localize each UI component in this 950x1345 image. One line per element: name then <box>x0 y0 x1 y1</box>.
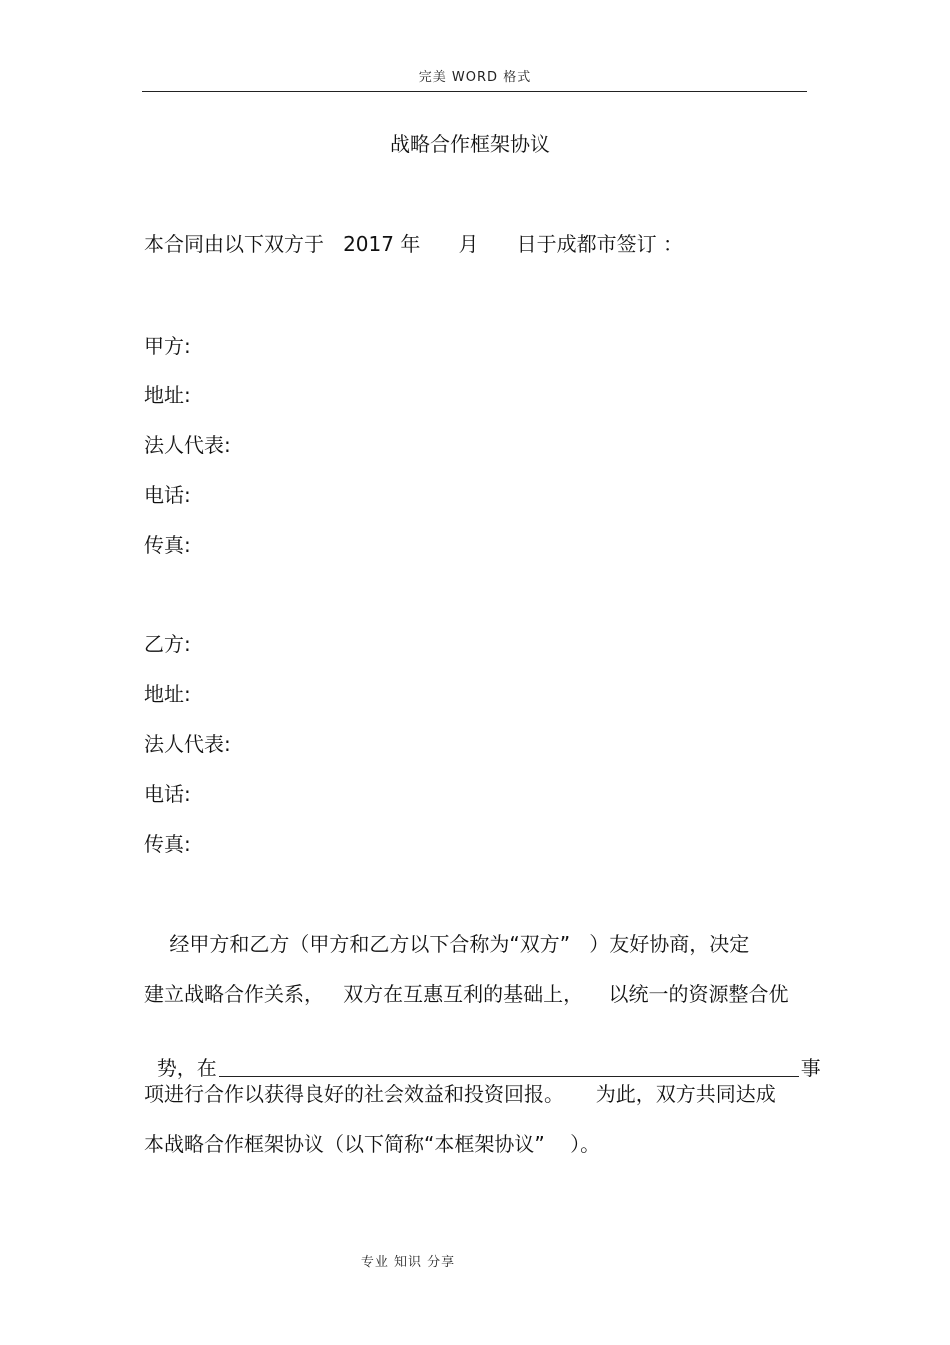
page-footer: 专业 知识 分享 <box>360 1255 456 1270</box>
body-line-5: 本战略合作框架协议（以下简称“本框架协议” ）。 <box>144 1132 601 1156</box>
header-divider <box>142 91 807 92</box>
body-line-3-end: 事 <box>800 1056 821 1080</box>
party-a-legal-rep: 法人代表: <box>144 433 231 457</box>
intro-line: 本合同由以下双方于 2017 年 月 日于成都市签订 ： <box>144 232 683 256</box>
body-line-1: 经甲方和乙方（甲方和乙方以下合称为“双方” ）友好协商，决定 <box>144 932 750 956</box>
body-line-4: 项进行合作以获得良好的社会效益和投资回报。 为此，双方共同达成 <box>144 1082 776 1106</box>
party-a-address: 地址: <box>144 383 191 407</box>
body-line-2: 建立战略合作关系， 双方在互惠互利的基础上， 以统一的资源整合优 <box>144 982 789 1006</box>
body-line-3-start: 势，在 <box>156 1056 217 1080</box>
party-b-phone: 电话: <box>144 782 191 806</box>
document-title: 战略合作框架协议 <box>390 132 550 156</box>
page-header: 完美 WORD 格式 <box>418 70 532 85</box>
party-b-label: 乙方: <box>144 632 191 656</box>
party-a-label: 甲方: <box>144 334 191 358</box>
fill-in-blank <box>219 1054 799 1077</box>
party-b-fax: 传真: <box>144 832 191 856</box>
party-b-legal-rep: 法人代表: <box>144 732 231 756</box>
body-line-3 <box>144 1028 821 1081</box>
party-a-phone: 电话: <box>144 483 191 507</box>
party-a-fax: 传真: <box>144 533 191 557</box>
party-b-address: 地址: <box>144 682 191 706</box>
